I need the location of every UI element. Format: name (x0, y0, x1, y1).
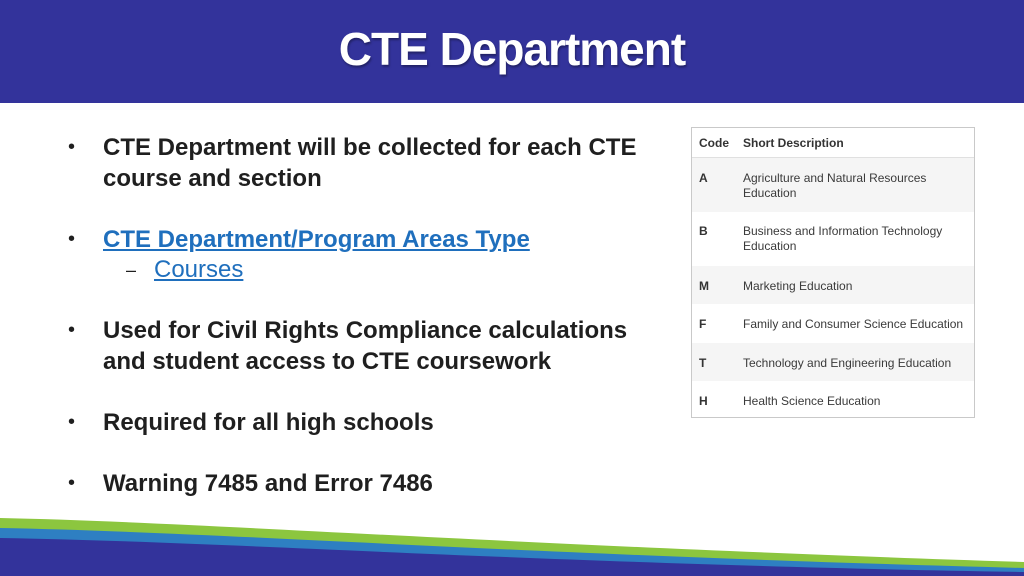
table-row (692, 304, 974, 343)
bullet-dot: • (68, 411, 76, 433)
header-description: Short Description (743, 135, 844, 150)
table-row (692, 266, 974, 304)
row-code: A (699, 171, 708, 185)
row-code: H (699, 394, 708, 408)
sub-bullet-dash: – (126, 260, 137, 280)
bullet-dot: • (68, 319, 76, 341)
row-code: B (699, 224, 708, 238)
row-code: M (699, 279, 709, 293)
sub-bullet-item (126, 255, 658, 285)
bullet-list (68, 132, 658, 499)
bullet-dot: • (68, 136, 76, 158)
courses-link[interactable]: Courses (154, 256, 244, 283)
bullet-item (68, 224, 658, 255)
footer-wave (0, 510, 1024, 576)
bullet-item (68, 468, 658, 499)
bullet-dot: • (68, 228, 76, 250)
bullet-text: Required for all high schools (103, 409, 434, 436)
row-description: Marketing Education (743, 279, 853, 293)
row-code: T (699, 356, 707, 370)
bullet-text: Used for Civil Rights Compliance calculations and student access to CTE coursework (103, 317, 628, 375)
row-code: F (699, 317, 707, 331)
row-description: Family and Consumer Science Education (743, 317, 964, 331)
bullet-item (68, 407, 658, 438)
program-areas-link[interactable]: CTE Department/Program Areas Type (103, 226, 530, 253)
row-description: Agriculture and Natural Resources Education (743, 171, 927, 200)
bullet-text: Warning 7485 and Error 7486 (103, 470, 433, 497)
table-row (692, 343, 974, 381)
bullet-item (68, 315, 658, 377)
row-description: Health Science Education (743, 394, 881, 408)
bullet-dot: • (68, 472, 76, 494)
row-description: Technology and Engineering Education (743, 356, 952, 370)
cte-code-table (691, 127, 975, 418)
table-header (692, 128, 974, 158)
table-row (692, 212, 974, 266)
title-bar (0, 0, 1024, 103)
bullet-text: CTE Department will be collected for each CTE course and section (103, 134, 637, 192)
bullet-item (68, 132, 658, 194)
header-code: Code (699, 135, 729, 150)
table-row (692, 158, 974, 212)
slide-title: CTE Department (338, 22, 686, 75)
row-description: Business and Information Technology Education (743, 224, 943, 253)
table-row (692, 381, 974, 419)
